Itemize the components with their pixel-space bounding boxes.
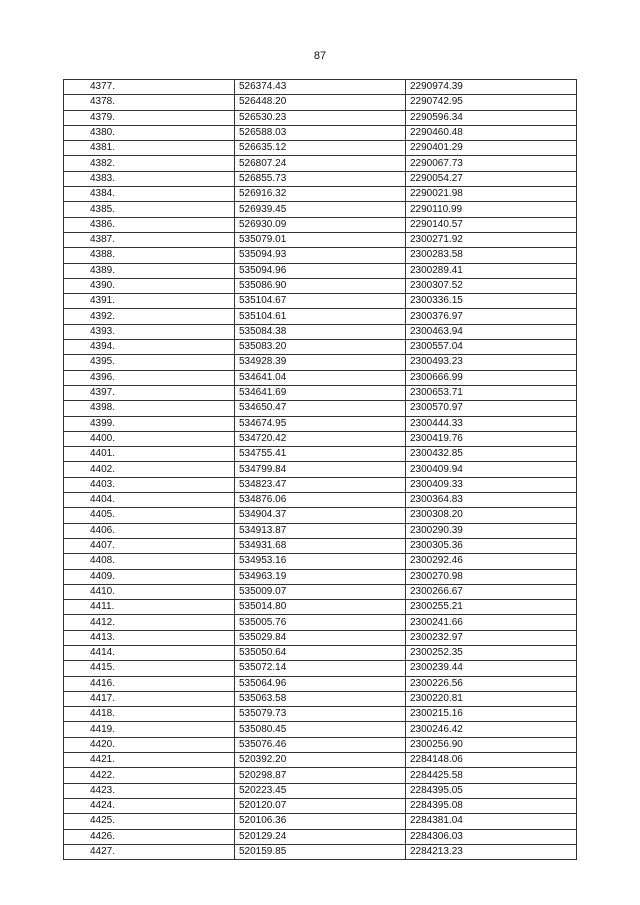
y-coordinate-cell: 2300305.36 — [406, 538, 577, 553]
y-coordinate-cell: 2300409.33 — [406, 477, 577, 492]
y-coordinate-cell: 2300220.81 — [406, 691, 577, 706]
x-coordinate-cell: 534755.41 — [235, 447, 406, 462]
y-coordinate-cell: 2300409.94 — [406, 462, 577, 477]
table-row — [64, 768, 577, 783]
table-row — [64, 645, 577, 660]
table-row — [64, 814, 577, 829]
table-row — [64, 523, 577, 538]
y-coordinate-cell: 2300557.04 — [406, 340, 577, 355]
y-coordinate-cell: 2300463.94 — [406, 324, 577, 339]
y-coordinate-cell: 2290110.99 — [406, 202, 577, 217]
point-number-cell: 4390. — [64, 278, 235, 293]
x-coordinate-cell: 526635.12 — [235, 141, 406, 156]
point-number-cell: 4422. — [64, 768, 235, 783]
x-coordinate-cell: 520298.87 — [235, 768, 406, 783]
table-row — [64, 309, 577, 324]
table-row — [64, 615, 577, 630]
y-coordinate-cell: 2300271.92 — [406, 232, 577, 247]
table-row — [64, 385, 577, 400]
table-row — [64, 477, 577, 492]
point-number-cell: 4406. — [64, 523, 235, 538]
x-coordinate-cell: 534953.16 — [235, 554, 406, 569]
y-coordinate-cell: 2300232.97 — [406, 630, 577, 645]
point-number-cell: 4413. — [64, 630, 235, 645]
y-coordinate-cell: 2290742.95 — [406, 95, 577, 110]
point-number-cell: 4402. — [64, 462, 235, 477]
point-number-cell: 4379. — [64, 110, 235, 125]
point-number-cell: 4382. — [64, 156, 235, 171]
table-row — [64, 156, 577, 171]
point-number-cell: 4407. — [64, 538, 235, 553]
point-number-cell: 4392. — [64, 309, 235, 324]
point-number-cell: 4425. — [64, 814, 235, 829]
table-row — [64, 370, 577, 385]
table-row — [64, 691, 577, 706]
point-number-cell: 4399. — [64, 416, 235, 431]
point-number-cell: 4404. — [64, 493, 235, 508]
point-number-cell: 4415. — [64, 661, 235, 676]
y-coordinate-cell: 2300336.15 — [406, 294, 577, 309]
y-coordinate-cell: 2284395.08 — [406, 798, 577, 813]
y-coordinate-cell: 2300292.46 — [406, 554, 577, 569]
table-row — [64, 447, 577, 462]
x-coordinate-cell: 526930.09 — [235, 217, 406, 232]
y-coordinate-cell: 2284395.05 — [406, 783, 577, 798]
point-number-cell: 4419. — [64, 722, 235, 737]
y-coordinate-cell: 2300270.98 — [406, 569, 577, 584]
y-coordinate-cell: 2300493.23 — [406, 355, 577, 370]
table-row — [64, 278, 577, 293]
table-row — [64, 294, 577, 309]
point-number-cell: 4417. — [64, 691, 235, 706]
table-row — [64, 141, 577, 156]
x-coordinate-cell: 526916.32 — [235, 187, 406, 202]
x-coordinate-cell: 534876.06 — [235, 493, 406, 508]
coordinates-table-body — [64, 80, 577, 860]
y-coordinate-cell: 2300666.99 — [406, 370, 577, 385]
x-coordinate-cell: 535079.73 — [235, 707, 406, 722]
x-coordinate-cell: 535029.84 — [235, 630, 406, 645]
x-coordinate-cell: 534799.84 — [235, 462, 406, 477]
table-row — [64, 263, 577, 278]
x-coordinate-cell: 534904.37 — [235, 508, 406, 523]
table-row — [64, 722, 577, 737]
y-coordinate-cell: 2290021.98 — [406, 187, 577, 202]
point-number-cell: 4427. — [64, 844, 235, 859]
table-row — [64, 355, 577, 370]
x-coordinate-cell: 535072.14 — [235, 661, 406, 676]
x-coordinate-cell: 535064.96 — [235, 676, 406, 691]
table-row — [64, 493, 577, 508]
x-coordinate-cell: 520120.07 — [235, 798, 406, 813]
point-number-cell: 4409. — [64, 569, 235, 584]
x-coordinate-cell: 526939.45 — [235, 202, 406, 217]
x-coordinate-cell: 535104.61 — [235, 309, 406, 324]
y-coordinate-cell: 2300266.67 — [406, 584, 577, 599]
y-coordinate-cell: 2290596.34 — [406, 110, 577, 125]
y-coordinate-cell: 2300226.56 — [406, 676, 577, 691]
x-coordinate-cell: 535014.80 — [235, 600, 406, 615]
x-coordinate-cell: 535076.46 — [235, 737, 406, 752]
y-coordinate-cell: 2300283.58 — [406, 248, 577, 263]
table-row — [64, 401, 577, 416]
table-row — [64, 661, 577, 676]
point-number-cell: 4414. — [64, 645, 235, 660]
x-coordinate-cell: 520159.85 — [235, 844, 406, 859]
point-number-cell: 4426. — [64, 829, 235, 844]
table-row — [64, 676, 577, 691]
y-coordinate-cell: 2300290.39 — [406, 523, 577, 538]
point-number-cell: 4383. — [64, 171, 235, 186]
x-coordinate-cell: 535094.96 — [235, 263, 406, 278]
table-row — [64, 340, 577, 355]
x-coordinate-cell: 535050.64 — [235, 645, 406, 660]
table-row — [64, 737, 577, 752]
y-coordinate-cell: 2284425.58 — [406, 768, 577, 783]
x-coordinate-cell: 526374.43 — [235, 80, 406, 95]
point-number-cell: 4395. — [64, 355, 235, 370]
x-coordinate-cell: 535086.90 — [235, 278, 406, 293]
x-coordinate-cell: 534823.47 — [235, 477, 406, 492]
y-coordinate-cell: 2290067.73 — [406, 156, 577, 171]
y-coordinate-cell: 2300444.33 — [406, 416, 577, 431]
table-row — [64, 95, 577, 110]
table-row — [64, 324, 577, 339]
x-coordinate-cell: 526807.24 — [235, 156, 406, 171]
table-row — [64, 171, 577, 186]
point-number-cell: 4421. — [64, 753, 235, 768]
x-coordinate-cell: 534928.39 — [235, 355, 406, 370]
y-coordinate-cell: 2300215.16 — [406, 707, 577, 722]
point-number-cell: 4398. — [64, 401, 235, 416]
table-row — [64, 431, 577, 446]
x-coordinate-cell: 526855.73 — [235, 171, 406, 186]
y-coordinate-cell: 2300419.76 — [406, 431, 577, 446]
y-coordinate-cell: 2300432.85 — [406, 447, 577, 462]
y-coordinate-cell: 2300289.41 — [406, 263, 577, 278]
point-number-cell: 4393. — [64, 324, 235, 339]
y-coordinate-cell: 2300241.66 — [406, 615, 577, 630]
point-number-cell: 4396. — [64, 370, 235, 385]
y-coordinate-cell: 2284148.06 — [406, 753, 577, 768]
x-coordinate-cell: 526448.20 — [235, 95, 406, 110]
y-coordinate-cell: 2300239.44 — [406, 661, 577, 676]
point-number-cell: 4416. — [64, 676, 235, 691]
point-number-cell: 4400. — [64, 431, 235, 446]
coordinates-table — [63, 79, 577, 860]
point-number-cell: 4378. — [64, 95, 235, 110]
x-coordinate-cell: 535084.38 — [235, 324, 406, 339]
y-coordinate-cell: 2284213.23 — [406, 844, 577, 859]
table-row — [64, 538, 577, 553]
y-coordinate-cell: 2300308.20 — [406, 508, 577, 523]
y-coordinate-cell: 2300364.83 — [406, 493, 577, 508]
y-coordinate-cell: 2284381.04 — [406, 814, 577, 829]
table-row — [64, 202, 577, 217]
point-number-cell: 4386. — [64, 217, 235, 232]
table-row — [64, 798, 577, 813]
x-coordinate-cell: 535005.76 — [235, 615, 406, 630]
table-row — [64, 630, 577, 645]
point-number-cell: 4391. — [64, 294, 235, 309]
point-number-cell: 4420. — [64, 737, 235, 752]
point-number-cell: 4387. — [64, 232, 235, 247]
y-coordinate-cell: 2300252.35 — [406, 645, 577, 660]
x-coordinate-cell: 534641.69 — [235, 385, 406, 400]
x-coordinate-cell: 534720.42 — [235, 431, 406, 446]
table-row — [64, 600, 577, 615]
point-number-cell: 4397. — [64, 385, 235, 400]
table-row — [64, 125, 577, 140]
point-number-cell: 4408. — [64, 554, 235, 569]
point-number-cell: 4384. — [64, 187, 235, 202]
x-coordinate-cell: 534641.04 — [235, 370, 406, 385]
x-coordinate-cell: 520223.45 — [235, 783, 406, 798]
table-row — [64, 110, 577, 125]
y-coordinate-cell: 2290460.48 — [406, 125, 577, 140]
x-coordinate-cell: 526530.23 — [235, 110, 406, 125]
x-coordinate-cell: 535104.67 — [235, 294, 406, 309]
x-coordinate-cell: 534674.95 — [235, 416, 406, 431]
table-row — [64, 416, 577, 431]
table-row — [64, 707, 577, 722]
y-coordinate-cell: 2290401.29 — [406, 141, 577, 156]
point-number-cell: 4385. — [64, 202, 235, 217]
x-coordinate-cell: 520392.20 — [235, 753, 406, 768]
point-number-cell: 4381. — [64, 141, 235, 156]
x-coordinate-cell: 534913.87 — [235, 523, 406, 538]
x-coordinate-cell: 534931.68 — [235, 538, 406, 553]
y-coordinate-cell: 2300307.52 — [406, 278, 577, 293]
y-coordinate-cell: 2300246.42 — [406, 722, 577, 737]
y-coordinate-cell: 2284306.03 — [406, 829, 577, 844]
y-coordinate-cell: 2300256.90 — [406, 737, 577, 752]
x-coordinate-cell: 520129.24 — [235, 829, 406, 844]
point-number-cell: 4403. — [64, 477, 235, 492]
point-number-cell: 4389. — [64, 263, 235, 278]
table-row — [64, 508, 577, 523]
y-coordinate-cell: 2300255.21 — [406, 600, 577, 615]
y-coordinate-cell: 2290054.27 — [406, 171, 577, 186]
point-number-cell: 4418. — [64, 707, 235, 722]
point-number-cell: 4424. — [64, 798, 235, 813]
table-row — [64, 462, 577, 477]
x-coordinate-cell: 520106.36 — [235, 814, 406, 829]
x-coordinate-cell: 535094.93 — [235, 248, 406, 263]
table-row — [64, 829, 577, 844]
page-number: 87 — [313, 50, 327, 62]
table-row — [64, 248, 577, 263]
x-coordinate-cell: 535079.01 — [235, 232, 406, 247]
x-coordinate-cell: 535063.58 — [235, 691, 406, 706]
x-coordinate-cell: 535009.07 — [235, 584, 406, 599]
table-row — [64, 584, 577, 599]
point-number-cell: 4423. — [64, 783, 235, 798]
y-coordinate-cell: 2300570.97 — [406, 401, 577, 416]
table-row — [64, 80, 577, 95]
table-row — [64, 217, 577, 232]
point-number-cell: 4405. — [64, 508, 235, 523]
point-number-cell: 4412. — [64, 615, 235, 630]
y-coordinate-cell: 2300653.71 — [406, 385, 577, 400]
y-coordinate-cell: 2290974.39 — [406, 80, 577, 95]
x-coordinate-cell: 534963.19 — [235, 569, 406, 584]
table-row — [64, 554, 577, 569]
x-coordinate-cell: 535080.45 — [235, 722, 406, 737]
point-number-cell: 4388. — [64, 248, 235, 263]
table-row — [64, 232, 577, 247]
point-number-cell: 4410. — [64, 584, 235, 599]
x-coordinate-cell: 535083.20 — [235, 340, 406, 355]
y-coordinate-cell: 2300376.97 — [406, 309, 577, 324]
table-row — [64, 844, 577, 859]
point-number-cell: 4394. — [64, 340, 235, 355]
point-number-cell: 4411. — [64, 600, 235, 615]
table-row — [64, 187, 577, 202]
point-number-cell: 4401. — [64, 447, 235, 462]
y-coordinate-cell: 2290140.57 — [406, 217, 577, 232]
table-row — [64, 753, 577, 768]
point-number-cell: 4380. — [64, 125, 235, 140]
x-coordinate-cell: 534650.47 — [235, 401, 406, 416]
table-row — [64, 569, 577, 584]
table-row — [64, 783, 577, 798]
point-number-cell: 4377. — [64, 80, 235, 95]
x-coordinate-cell: 526588.03 — [235, 125, 406, 140]
